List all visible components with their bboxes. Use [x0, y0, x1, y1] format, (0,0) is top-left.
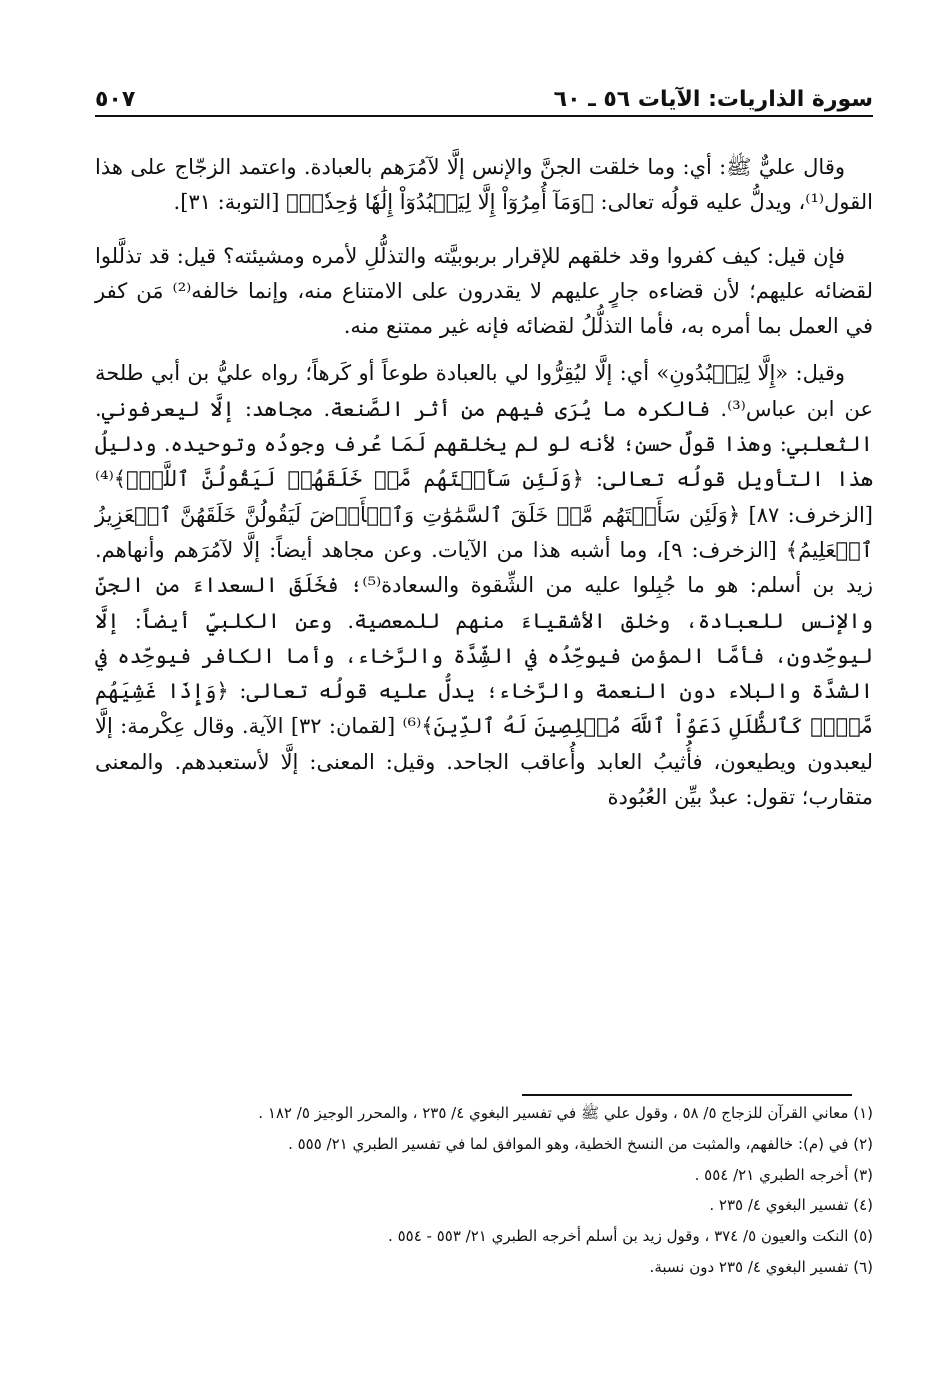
footnote: (٤) تفسير البغوي ٤/ ٢٣٥ .	[709, 1196, 873, 1215]
footnote: (٦) تفسير البغوي ٤/ ٢٣٥ دون نسبة.	[649, 1257, 873, 1276]
footnote: (١) معاني القرآن للزجاج ٥/ ٥٨ ، وقول علي ﷺ في تفسير البغوي ٤/ ٢٣٥ ، والمحرر الوجيز ٥/ ١٨٢ .	[258, 1104, 873, 1122]
paragraph: فإن قيل: كيف كفروا وقد خلقهم للإقرار بربوبيَّته والتذلُّلِ لأمره ومشيئته؟ قيل: قد تذلَّلوا لقضائه عليهم؛ لأن قضاءه جارٍ عليهم لا يقدرون على الامتناع منه، وإنما خالفه⁽²⁾ مَن كفر في العمل بما أمره به، فأما التذلُّلُ لقضائه فإنه غير ممتنع منه.	[95, 243, 874, 339]
footnote-divider	[522, 1094, 852, 1096]
footnotes	[95, 1098, 873, 1283]
paragraph: وقال عليٌّ ﷺ: أي: وما خلقت الجنَّ والإنس إلَّا لآمُرَهم بالعبادة. واعتمد الزجّاج على هذا القول⁽¹⁾، ويدلُّ عليه قولُه تعالى: ﴿وَمَآ أُمِرُوٓاْ إِلَّا لِيَعۡبُدُوٓاْ إِلَٰهٗا وَٰحِدٗاۖ﴾ [التوبة: ٣١].	[95, 155, 873, 215]
paragraph: وقيل: «إِلَّا لِيَعۡبُدُونِ» أي: إلَّا ليُقِرُّوا لي بالعبادة طوعاً أو كَرهاً؛ رواه عليُّ بن أبي طلحة عن ابن عباس⁽³⁾. فالكره ما يُرَى فيهم من أثر الصَّنعة. مجاهد: إلَّا ليعرفوني. الثعلبي: وهذا قولٌ حسن؛ لأنه لو لم يخلقهم لَمَا عُرف وجودُه وتوحيده. ودليلُ هذا التأويل قولُه تعالى: ﴿وَلَئِن سَأَلۡتَهُم مَّنۡ خَلَقَهُمۡ لَيَقُولُنَّ ٱللَّهُۖ﴾⁽⁴⁾ [الزخرف: ٨٧] ﴿وَلَئِن سَأَلۡتَهُم مَّنۡ خَلَقَ ٱلسَّمَٰوَٰتِ وَٱلۡأَرۡضَ لَيَقُولُنَّ خَلَقَهُنَّ ٱلۡعَزِيزُ ٱلۡعَلِيمُ﴾ [الزخرف: ٩]، وما أشبه هذا من الآيات. وعن مجاهد أيضاً: إلَّا لآمُرَهم وأنهاهم. زيد بن أسلم: هو ما جُبِلوا عليه من الشِّقوة والسعادة⁽⁵⁾؛ فخَلَقَ السعداءَ من الجنِّ والإنس للعبادة، وخلق الأشقياءَ منهم للمعصية. وعن الكلبيِّ أيضاً: إلَّا ليوحِّدون، فأمَّا المؤمن فيوحِّدُه في الشِّدَّة والرَّخاء، وأما الكافر فيوحِّده في الشدَّة والبلاء دون النعمة والرَّخاء؛ يدلُّ عليه قولُه تعالى: ﴿وَإِذَا غَشِيَهُم مَّوۡجٞ كَٱلظُّلَلِ دَعَوُاْ ٱللَّهَ مُخۡلِصِينَ لَهُ ٱلدِّينَ﴾⁽⁶⁾ [لقمان: ٣٢] الآية. وقال عِكْرمة: إلَّا ليعبدون ويطيعون، فأُثيبُ العابد وأُعاقب الجاحد. وقيل: المعنى: إلَّا لأستعبدهم. والمعنى متقارب؛ تقول: عبدٌ بيِّن العُبُودة	[95, 361, 873, 810]
running-header	[95, 72, 873, 112]
surah-title: سورة الذاريات: الآيات ٥٦ ـ ٦٠	[553, 87, 873, 112]
footnote: (٣) أخرجه الطبري ٢١/ ٥٥٤ .	[694, 1165, 873, 1184]
footnote: (٥) النكت والعيون ٥/ ٣٧٤ ، وقول زيد بن أسلم أخرجه الطبري ٢١/ ٥٥٣ - ٥٥٤ .	[388, 1227, 873, 1246]
footnote: (٢) في (م): خالفهم، والمثبت من النسخ الخطية، وهو الموافق لما في تفسير الطبري ٢١/ ٥٥٥ .	[288, 1134, 873, 1153]
page-number: ٥٠٧	[95, 87, 136, 112]
header-divider	[95, 115, 873, 117]
main-text	[95, 150, 873, 827]
